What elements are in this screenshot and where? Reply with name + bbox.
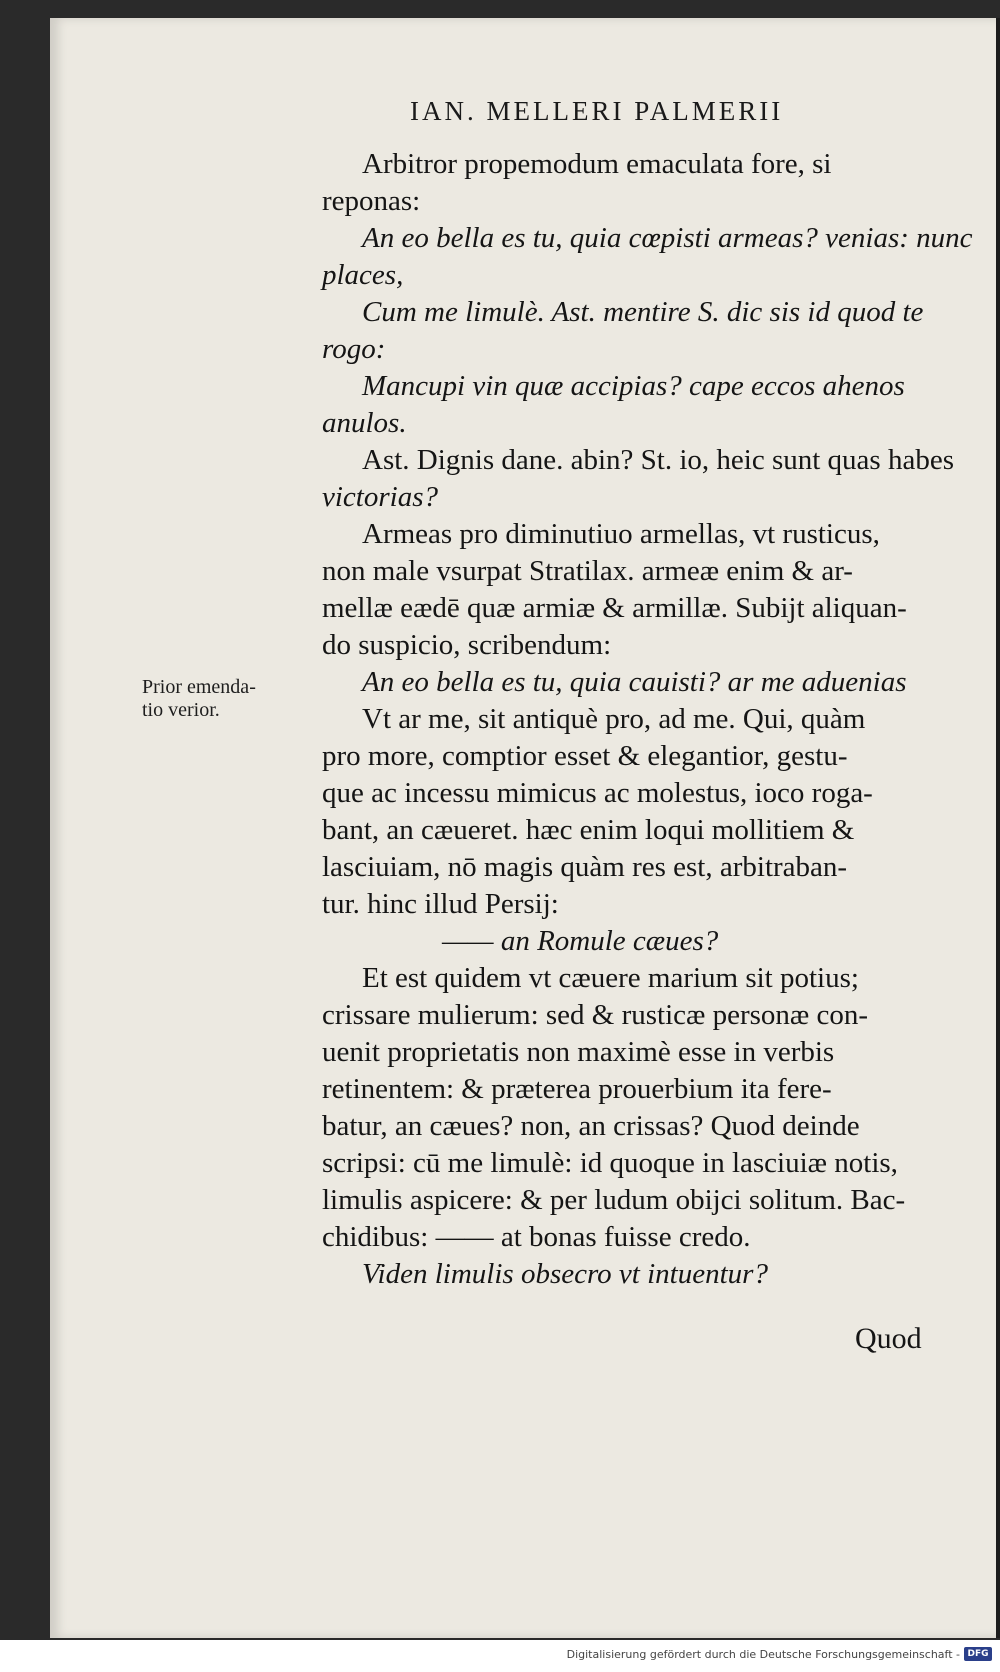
- text-line: crissare mulierum: sed & rusticæ personæ con-: [322, 999, 869, 1031]
- text-line: lasciuiam, nō magis quàm res est, arbitraban-: [322, 851, 848, 883]
- text-line: do suspicio, scribendum:: [322, 629, 612, 661]
- footer-credit: Digitalisierung gefördert durch die Deutsche Forschungsgemeinschaft -: [566, 1648, 960, 1661]
- text-line: uenit proprietatis non maximè esse in verbis: [322, 1036, 835, 1068]
- margin-note: [142, 676, 312, 722]
- text-line: Mancupi vin quæ accipias? cape eccos ahenos: [362, 370, 905, 402]
- text-line: limulis aspicere: & per ludum obijci solitum. Bac-: [322, 1184, 906, 1216]
- text-line: Arbitror propemodum emaculata fore, si: [362, 148, 832, 180]
- text-line: anulos.: [322, 407, 407, 439]
- text-line: que ac incessu mimicus ac molestus, ioco roga-: [322, 777, 873, 809]
- text-line: retinentem: & præterea prouerbium ita fere-: [322, 1073, 832, 1105]
- text-line: Ast. Dignis dane. abin? St. io, heic sunt quas habes: [362, 444, 954, 476]
- text-line: non male vsurpat Stratilax. armeæ enim & ar-: [322, 555, 853, 587]
- text-line: chidibus: —— at bonas fuisse credo.: [322, 1221, 751, 1253]
- text-line: Et est quidem vt cæuere marium sit potius;: [362, 962, 859, 994]
- margin-note-line: tio verior.: [142, 699, 220, 721]
- catchword: Quod: [855, 1322, 922, 1355]
- text-line: rogo:: [322, 333, 386, 365]
- body-text: [322, 146, 973, 1293]
- text-line: victorias?: [322, 481, 438, 513]
- margin-note-line: Prior emenda-: [142, 676, 256, 698]
- text-line: Armeas pro diminutiuo armellas, vt rusticus,: [362, 518, 880, 550]
- text-line: Vt ar me, sit antiquè pro, ad me. Qui, quàm: [362, 703, 866, 735]
- text-line: —— an Romule cæues?: [442, 925, 719, 957]
- text-line: An eo bella es tu, quia cauisti? ar me aduenias: [362, 666, 907, 698]
- running-head: IAN. MELLERI PALMERII: [410, 96, 784, 126]
- text-line: scripsi: cū me limulè: id quoque in lasciuiæ notis,: [322, 1147, 898, 1179]
- footer-bar: [0, 1640, 1000, 1672]
- text-line: bant, an cæueret. hæc enim loqui mollitiem &: [322, 814, 855, 846]
- text-line: An eo bella es tu, quia cœpisti armeas? venias: nunc: [362, 222, 973, 254]
- text-line: Viden limulis obsecro vt intuentur?: [362, 1258, 768, 1290]
- text-line: pro more, comptior esset & elegantior, gestu-: [322, 740, 848, 772]
- text-line: Cum me limulè. Ast. mentire S. dic sis id quod te: [362, 296, 924, 328]
- text-line: places,: [322, 259, 404, 291]
- text-line: tur. hinc illud Persij:: [322, 888, 559, 920]
- dfg-logo: DFG: [964, 1647, 992, 1661]
- text-line: batur, an cæues? non, an crissas? Quod deinde: [322, 1110, 860, 1142]
- text-line: reponas:: [322, 185, 421, 217]
- text-line: mellæ eædē quæ armiæ & armillæ. Subijt aliquan-: [322, 592, 907, 624]
